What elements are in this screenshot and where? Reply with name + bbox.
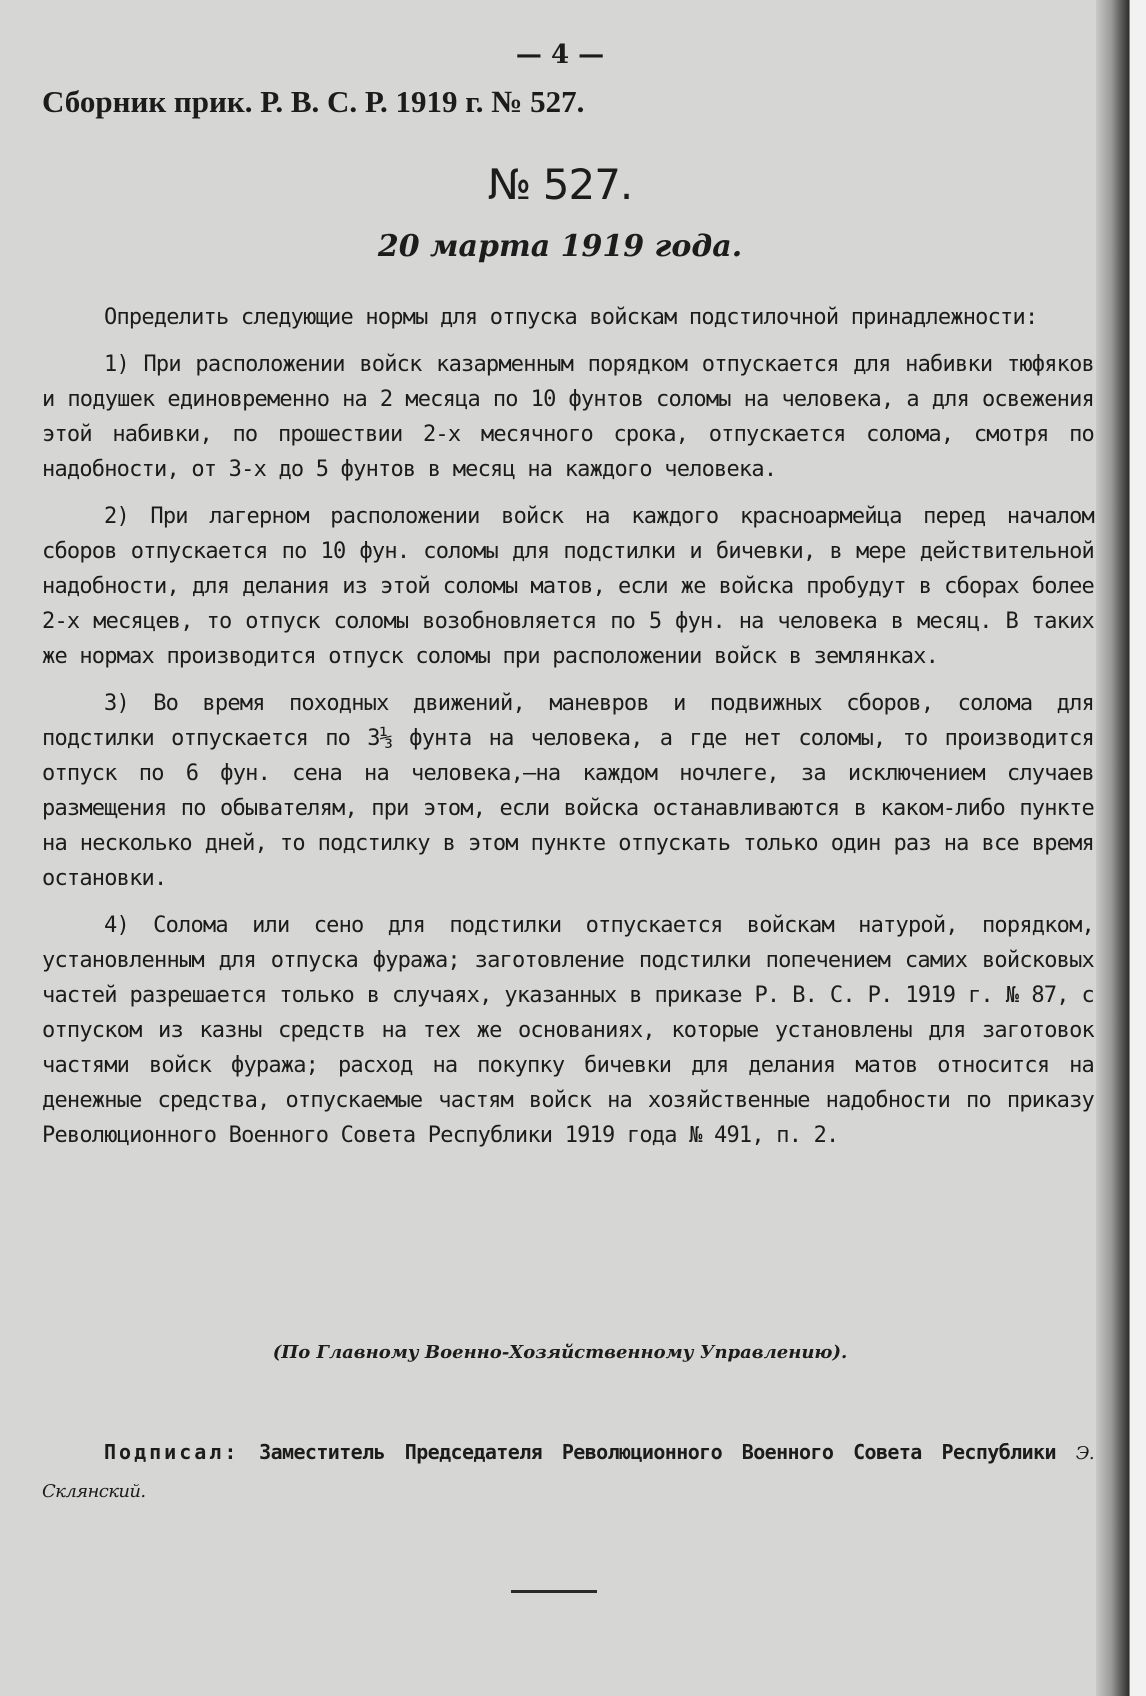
item-paragraph-3: 3) Во время походных движений, маневров и подвижных сборов, солома для подстилки отпускается по 3⅓ фунта на человека, а где нет соломы, то производится отпуск по 6 фун. сена на человека,—на каждом ночлеге, за исключением случаев размещения по обывателям, при этом, если войска останавливаются в каком-либо пункте на несколько дней, то подстилку в этом пункте отпускать только один раз на все время остановки. — [42, 691, 1094, 891]
signer-name: Э. Склянский. — [42, 1443, 1094, 1502]
page-edge — [1129, 0, 1146, 1696]
item-paragraph-4: 4) Солома или сено для подстилки отпускается войскам натурой, порядком, установленным для отпуска фуража; заготовление подстилки попечением самих войсковых частей разрешается только в случаях, указанных в приказе Р. В. С. Р. 1919 г. № 87, с отпуском из казны средств на тех же основаниях, которые установлены для заготовок частями войск фуража; расход на покупку бичевки для делания матов относится на денежные средства, отпускаемые частям войск на хозяйственные надобности по приказу Революционного Военного Совета Республики 1919 года № 491, п. 2. — [42, 913, 1094, 1148]
order-body — [42, 300, 1094, 1165]
source-note: (По Главному Военно-Хозяйственному Управлению). — [272, 1342, 848, 1363]
item-paragraph-1: 1) При расположении войск казарменным порядком отпускается для набивки тюфяков и подушек единовременно на 2 месяца по 10 фунтов соломы на человека, а для освежения этой набивки, по прошествии 2-х месячного срока, отпускается солома, смотря по надобности, от 3-х до 5 фунтов в месяц на каждого человека. — [42, 352, 1094, 482]
signature-label: Подписал: — [104, 1440, 240, 1464]
signer-position: Заместитель Председателя Революционного Военного Совета Республики — [259, 1440, 1056, 1464]
signature-block — [42, 1434, 1094, 1510]
end-divider — [511, 1590, 597, 1593]
intro-paragraph: Определить следующие нормы для отпуска войскам подстилочной принадлежности: — [104, 305, 1038, 330]
page-number: — 4 — — [515, 40, 605, 70]
item-paragraph-2: 2) При лагерном расположении войск на каждого красноармейца перед началом сборов отпускается по 10 фун. соломы для подстилки и бичевки, в мере действительной надобности, для делания из этой соломы матов, если же войска пробудут в сборах более 2-х месяцев, то отпуск соломы возобновляется по 5 фун. на человека в месяц. В таких же нормах производится отпуск соломы при расположении войск в землянках. — [42, 504, 1094, 669]
order-number: № 527. — [487, 160, 633, 209]
collection-title: Сборник прик. Р. В. С. Р. 1919 г. № 527. — [42, 84, 585, 119]
order-date: 20 марта 1919 года. — [377, 229, 743, 264]
